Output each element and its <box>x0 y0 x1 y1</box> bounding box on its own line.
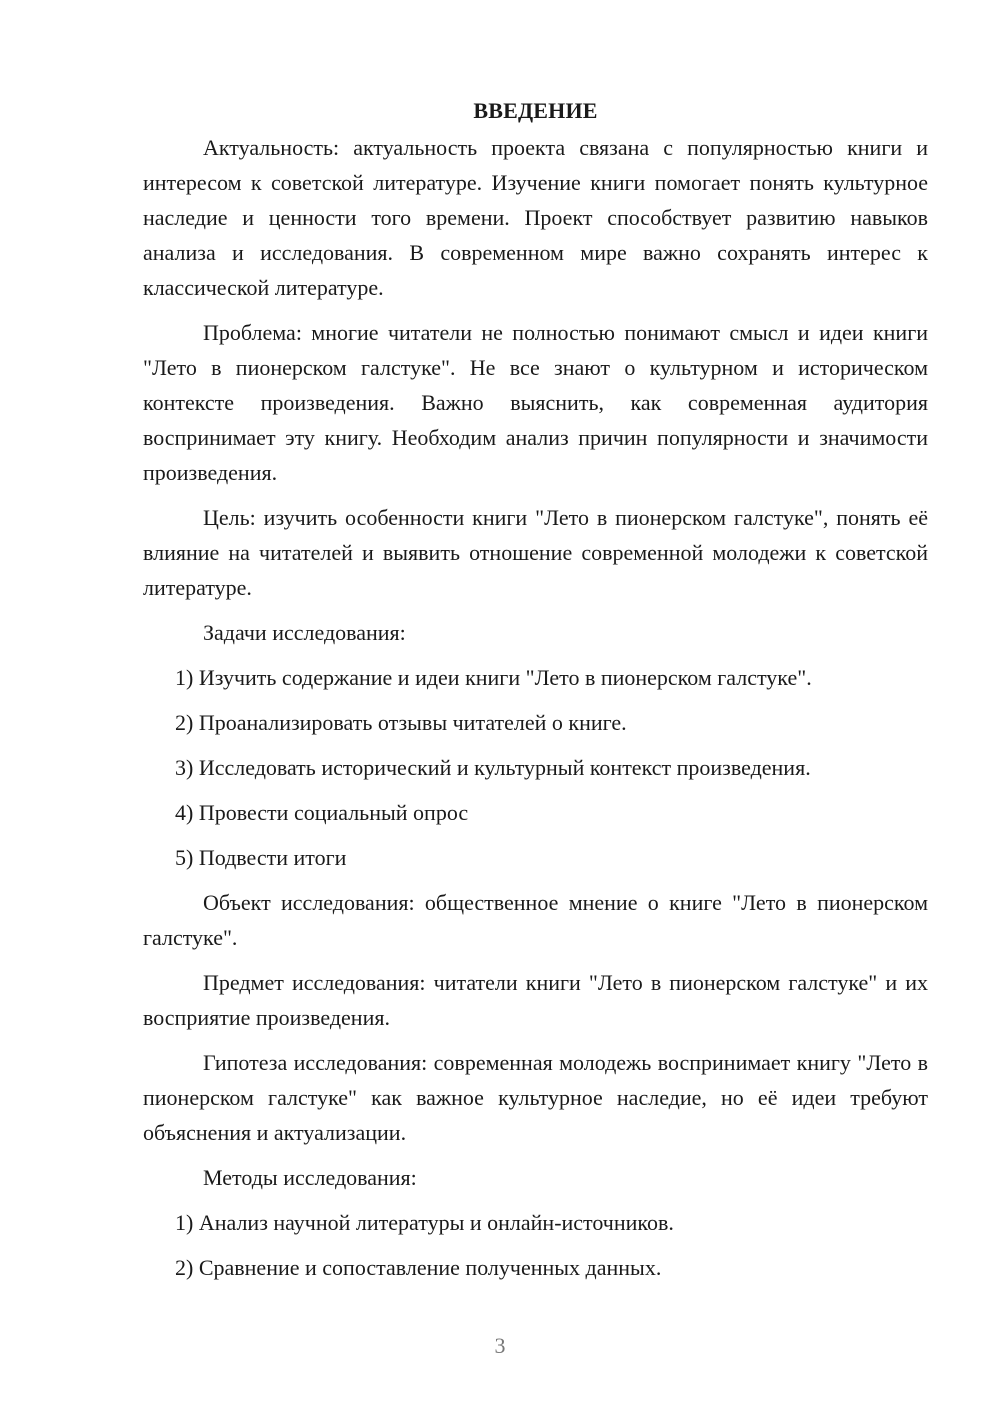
task-item: 3) Исследовать исторический и культурный контекст произведения. <box>175 755 811 780</box>
relevance-paragraph: Актуальность: актуальность проекта связана с популярностью книги и интересом к советской литературе. Изучение книги помогает понять культурное наследие и ценности того времени. Проект способствует развитию навыков анализа и исследования. В современном мире важно сохранять интерес к классической литературе. <box>143 135 928 300</box>
problem-paragraph: Проблема: многие читатели не полностью понимают смысл и идеи книги "Лето в пионерском галстуке". Не все знают о культурном и историческом контексте произведения. Важно выяснить, как современная аудитория воспринимает эту книгу. Необходим анализ причин популярности и значимости произведения. <box>143 320 928 485</box>
tasks-list <box>143 660 928 875</box>
tasks-heading: Задачи исследования: <box>203 620 406 645</box>
methods-list <box>143 1205 928 1285</box>
task-item: 5) Подвести итоги <box>175 845 347 870</box>
methods-heading: Методы исследования: <box>203 1165 417 1190</box>
goal-paragraph: Цель: изучить особенности книги "Лето в пионерском галстуке", понять её влияние на читателей и выявить отношение современной молодежи к советской литературе. <box>143 505 928 600</box>
method-item: 1) Анализ научной литературы и онлайн-источников. <box>175 1210 674 1235</box>
subject-paragraph: Предмет исследования: читатели книги "Лето в пионерском галстуке" и их восприятие произведения. <box>143 970 928 1030</box>
section-heading: ВВЕДЕНИЕ <box>473 98 598 123</box>
method-item: 2) Сравнение и сопоставление полученных данных. <box>175 1255 662 1280</box>
page-content <box>143 93 928 1295</box>
task-item: 4) Провести социальный опрос <box>175 800 469 825</box>
task-item: 1) Изучить содержание и идеи книги "Лето в пионерском галстуке". <box>175 665 812 690</box>
task-item: 2) Проанализировать отзывы читателей о книге. <box>175 710 627 735</box>
page-number: 3 <box>494 1333 506 1358</box>
object-paragraph: Объект исследования: общественное мнение о книге "Лето в пионерском галстуке". <box>143 890 928 950</box>
hypothesis-paragraph: Гипотеза исследования: современная молодежь воспринимает книгу "Лето в пионерском галстуке" как важное культурное наследие, но её идеи требуют объяснения и актуализации. <box>143 1050 928 1145</box>
